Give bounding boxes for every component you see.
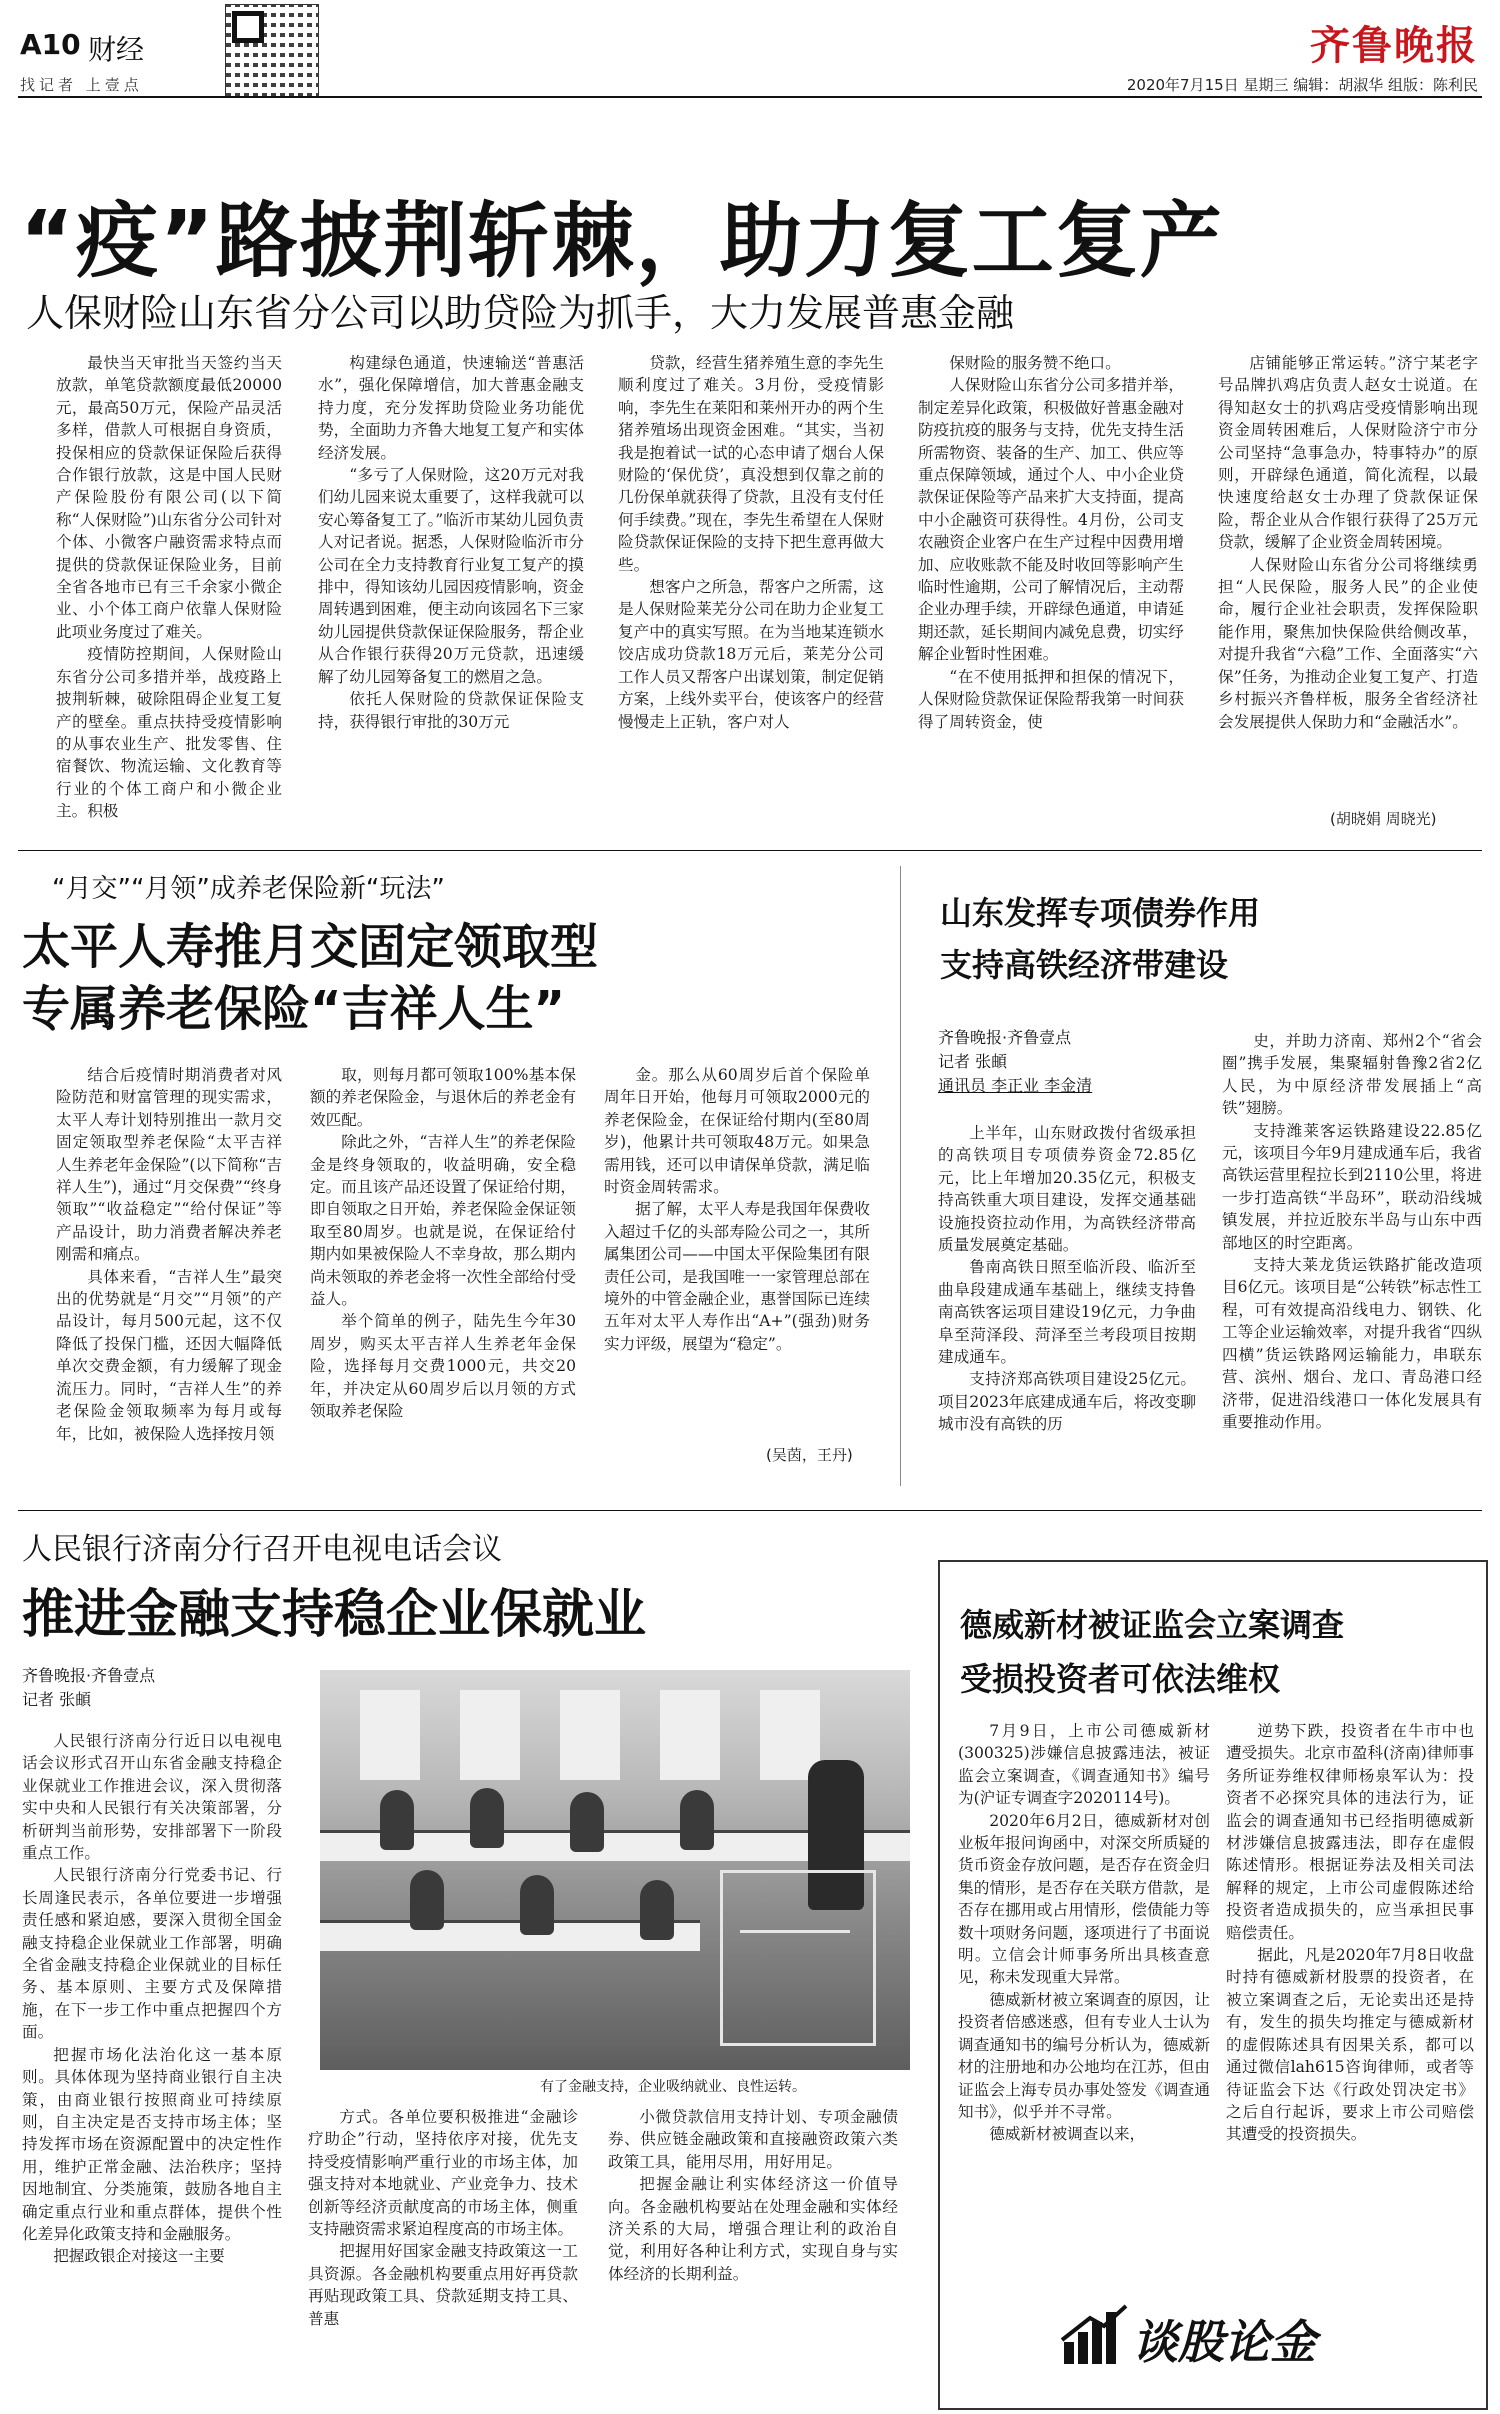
dewei-title-line1: 德威新材被证监会立案调查 <box>960 1606 1345 1644</box>
paragraph: 依托人保财险的贷款保证保险支持，获得银行审批的30万元 <box>318 690 584 731</box>
paragraph: 店铺能够正常运转。”济宁某老字号品牌扒鸡店负责人赵女士说道。在得知赵女士的扒鸡店受疫情影响出现资金周转困难后，人保财险济宁市分公司坚持“急事急办，特事特办”的原则，开辟绿色通道，简化流程，以最快速度给赵女士办理了贷款保证保险，帮企业从合作银行获得了25万元贷款，缓解了企业资金周转困境。 <box>1218 354 1478 552</box>
paragraph: 具体来看，“吉祥人生”最突出的优势就是“月交”“月领”的产品设计，每月500元起，这不仅降低了投保门槛，还因大幅降低单次交费金额，有力缓解了现金流压力。同时，“吉祥人生”的养老保险金领取频率为每月或每年，比如，被保险人选择按月领 <box>56 1267 282 1443</box>
photo-worker <box>520 1875 554 1935</box>
bond-column-1 <box>938 1122 1196 1502</box>
paragraph: 举个简单的例子，陆先生今年30周岁，购买太平吉祥人生养老年金保险，选择每月交费1000元，共交20年，并决定从60周岁后以月领的方式领取养老保险 <box>310 1312 576 1421</box>
byline-line: 齐鲁晚报·齐鲁壹点 <box>938 1028 1072 1047</box>
paragraph: “在不使用抵押和担保的情况下，人保财险贷款保证保险帮我第一时间获得了周转资金，使 <box>918 667 1184 731</box>
paragraph: 人保财险山东省分公司将继续勇担“人民保险，服务人民”的企业使命，履行企业社会职责，发挥保险职能作用，聚焦加快保险供给侧改革，对提升我省“六稳”工作、全面落实“六保”任务，为推动企业复工复产、打造乡村振兴齐鲁样板，服务全省经济社会发展提供人保助力和“金融活水”。 <box>1218 555 1478 731</box>
byline-line: 记者 张頔 <box>22 1690 92 1709</box>
paragraph: 支持济郑高铁项目建设25亿元。项目2023年底建成通车后，将改变聊城市没有高铁的历 <box>938 1370 1196 1434</box>
pboc-byline <box>22 1664 222 1712</box>
photo-worker <box>410 1870 444 1930</box>
dateline: 2020年7月15日 星期三 编辑：胡淑华 组版：陈利民 <box>1126 76 1478 94</box>
paragraph: 金。那么从60周岁后首个保险单周年日开始，他每月可领取2000元的养老保险金，在保证给付期内(至80周岁)，他累计共可领取48万元。如果急需用钱，还可以申请保单贷款，满足临时资金周转需求。 <box>604 1066 870 1197</box>
photo-cart-shelf <box>740 1930 850 1933</box>
byline-line: 记者 张頔 <box>938 1052 1008 1071</box>
bond-title-line2: 支持高铁经济带建设 <box>940 946 1229 984</box>
column-logo-text: 谈股论金 <box>1132 2315 1316 2369</box>
factory-photo <box>320 1670 910 2070</box>
section-divider <box>18 1510 1482 1511</box>
photo-worker <box>470 1788 504 1848</box>
photo-worker <box>380 1790 414 1850</box>
bond-byline <box>938 1026 1178 1098</box>
column-divider <box>900 866 901 1486</box>
paragraph: 最快当天审批当天签约当天放款，单笔贷款额度最低20000元，最高50万元，保险产品灵活多样，借款人可根据自身资质，投保相应的贷款保证保险后获得合作银行放款，这是中国人民财产保险股份有限公司(以下简称“人保财险”)山东省分公司针对个体、小微客户融资需求特点而提供的贷款保证保险业务，目前全省各地市已有三千余家小微企业、小个体工商户依靠人保财险此项业务度过了难关。 <box>56 354 282 641</box>
dewei-column-1 <box>958 1720 1210 2280</box>
lead-column-4 <box>918 352 1184 830</box>
pboc-kicker: 人民银行济南分行召开电视电话会议 <box>22 1532 502 1567</box>
taiping-title-line2: 专属养老保险“吉祥人生” <box>22 981 566 1037</box>
paragraph: 想客户之所急，帮客户之所需，这是人保财险莱芜分公司在助力企业复工复产中的真实写照。在为当地某连锁水饺店成功贷款18万元后，莱芜分公司工作人员又帮客户出谋划策，制定促销方案，上线外卖平台，使该客户的经营慢慢走上正轨，客户对人 <box>618 578 884 731</box>
pboc-column-3 <box>608 2106 898 2396</box>
photo-window <box>560 1690 620 1780</box>
section-divider <box>18 850 1482 851</box>
taiping-kicker: “月交”“月领”成养老保险新“玩法” <box>52 874 445 904</box>
taiping-column-1 <box>56 1064 282 1484</box>
photo-worker <box>640 1880 674 1940</box>
bond-title-line1: 山东发挥专项债券作用 <box>940 894 1261 932</box>
photo-cart <box>720 1870 876 2046</box>
page-number: A10 <box>20 28 81 61</box>
column-logo <box>1060 2300 1360 2370</box>
paragraph: 德威新材被调查以来， <box>989 2125 1146 2144</box>
taiping-column-2 <box>310 1064 576 1484</box>
paragraph: 支持大莱龙货运铁路扩能改造项目6亿元。该项目是“公转铁”标志性工程，可有效提高沿线电力、钢铁、化工等企业运输效率，对提升我省“四纵四横”货运铁路网运输能力，串联东营、滨州、烟台、龙口、青岛港口经济带，促进沿线港口一体化发展具有重要推动作用。 <box>1222 1256 1482 1431</box>
paragraph: 支持潍莱客运铁路建设22.85亿元，该项目今年9月建成通车后，我省高铁运营里程拉长到2110公里，将进一步打造高铁“半岛环”，联动沿线城镇发展，并拉近胶东半岛与山东中西部地区的时空距离。 <box>1222 1121 1482 1252</box>
paragraph: 7月9日，上市公司德威新材(300325)涉嫌信息披露违法，被证监会立案调查，《调查通知书》编号为(沪证专调查字2020114号)。 <box>958 1722 1210 1808</box>
pboc-column-2 <box>308 2106 578 2396</box>
newspaper-brand: 齐鲁晚报 <box>1310 23 1478 69</box>
paragraph: 保财险的服务赞不绝口。 <box>949 354 1121 372</box>
bond-column-2 <box>1222 1030 1482 1506</box>
dewei-title-line2: 受损投资者可依法维权 <box>960 1660 1281 1698</box>
paragraph: 人民银行济南分行近日以电视电话会议形式召开山东省金融支持稳企业保就业工作推进会议，深入贯彻落实中央和人民银行有关决策部署，分析研判当前形势，安排部署下一阶段重点工作。 <box>22 1732 282 1863</box>
paragraph: 逆势下跌，投资者在牛市中也遭受损失。北京市盈科(济南)律师事务所证券维权律师杨泉军认为：投资者不必探究具体的违法行为，证监会的调查通知书已经指明德威新材涉嫌信息披露违法，即存在虚假陈述情形。根据证券法及相关司法解释的规定，上市公司虚假陈述给投资者造成损失的，应当承担民事赔偿责任。 <box>1226 1722 1474 1942</box>
pboc-column-1 <box>22 1730 282 2400</box>
paragraph: 把握市场化法治化这一基本原则。具体体现为坚持商业银行自主决策，由商业银行按照商业可持续原则，自主决定是否支持市场主体；坚持发挥市场在资源配置中的决定性作用，维护正常金融、法治秩序；坚持因地制宜、分类施策，鼓励各地自主确定重点行业和重点群体，提供个性化差异化政策支持和金融服务。 <box>22 2045 282 2243</box>
paragraph: 把握政银企对接这一主要 <box>53 2247 225 2266</box>
lead-subheadline: 人保财险山东省分公司以助贷险为抓手，大力发展普惠金融 <box>26 291 1015 335</box>
taiping-column-3 <box>604 1064 870 1454</box>
lead-author: (胡晓娟 周晓光) <box>1330 810 1437 828</box>
paragraph: 2020年6月2日，德威新材对创业板年报问询函中，对深交所质疑的货币资金存放问题，是否存在资金归集的情形，是否存在关联方借款，是否存在挪用或占用情形，偿债能力等数十项财务问题，逐项进行了书面说明。立信会计师事务所出具核查意见，称未发现重大异常。 <box>958 1811 1210 1987</box>
photo-caption: 有了金融支持，企业吸纳就业、良性运转。 <box>540 2079 806 2095</box>
lead-column-5 <box>1218 352 1478 806</box>
paragraph: 把握金融让利实体经济这一价值导向。各金融机构要站在处理金融和实体经济关系的大局，增强合理让利的政治自觉，利用好各种让利方式，实现自身与实体经济的长期利益。 <box>608 2175 898 2283</box>
photo-window <box>460 1690 520 1780</box>
paragraph: 除此之外，“吉祥人生”的养老保险金是终身领取的，收益明确，安全稳定。而且该产品还设置了保证给付期，即自领取之日开始，养老保险金保证领取至80周岁。也就是说，在保证给付期内如果被保险人不幸身故，那么期内尚未领取的养老金将一次性全部给付受益人。 <box>310 1133 576 1309</box>
paragraph: 据了解，太平人寿是我国年保费收入超过千亿的头部寿险公司之一，其所属集团公司——中国太平保险集团有限责任公司，是我国唯一一家管理总部在境外的中管金融企业，惠誉国际已连续五年对太平人寿作出“A+”(强劲)财务实力评级，展望为“稳定”。 <box>604 1200 870 1353</box>
photo-worker <box>570 1792 604 1852</box>
section-name: 财经 <box>88 33 145 66</box>
paragraph: 人保财险山东省分公司多措并举，制定差异化政策，积极做好普惠金融对防疫抗疫的服务与支持，优先支持生活所需物资、装备的生产、加工、供应等重点保障领域，通过个人、中小企业贷款保证保险等产品来扩大支持面，提高中小企融资可获得性。4月份，公司支农融资企业客户在生产过程中因费用增加、应收账款不能及时收回等影响产生临时性逾期，公司了解情况后，主动帮企业办理手续，开辟绿色通道，申请延期还款，延长期间内减免息费，切实纾解企业暂时性困难。 <box>918 376 1184 664</box>
photo-window <box>660 1690 720 1780</box>
paragraph: 小微贷款信用支持计划、专项金融债券、供应链金融政策和直接融资政策六类政策工具，能用尽用，用好用足。 <box>608 2108 898 2171</box>
paragraph: 德威新材被立案调查的原因，让投资者倍感迷惑，但有专业人士认为调查通知书的编号分析认为，德威新材的注册地和办公地均在江苏，但由证监会上海专员办事处签发《调查通知书》，似乎并不寻常。 <box>958 1990 1210 2121</box>
paragraph: 史，并助力济南、郑州2个“省会圈”携手发展，集聚辐射鲁豫2省2亿人民，为中原经济带发展插上“高铁”翅膀。 <box>1222 1032 1482 1118</box>
rising-chart-icon <box>1060 2302 1130 2368</box>
taiping-title-line1: 太平人寿推月交固定领取型 <box>22 919 599 975</box>
lead-column-1 <box>56 352 282 830</box>
section-slogan: 找记者 上壹点 <box>20 76 143 94</box>
paragraph: 构建绿色通道，快速输送“普惠活水”，强化保障增信，加大普惠金融支持力度，充分发挥助贷险业务功能优势，全面助力齐鲁大地复工复产和实体经济发展。 <box>318 354 584 462</box>
paragraph: 鲁南高铁日照至临沂段、临沂至曲阜段建成通车基础上，继续支持鲁南高铁客运项目建设19亿元，力争曲阜至菏泽段、菏泽至兰考段项目按期建成通车。 <box>938 1258 1196 1367</box>
paragraph: 贷款，经营生猪养殖生意的李先生顺利度过了难关。3月份，受疫情影响，李先生在莱阳和莱州开办的两个生猪养殖场出现资金困难。“其实，当初我是抱着试一试的心态申请了烟台人保财险的‘保优贷’，真没想到仅靠之前的几份保单就获得了贷款，且没有支付任何手续费。”现在，李先生希望在人保财险贷款保证保险的支持下把生意再做大些。 <box>618 354 884 574</box>
paragraph: 方式。各单位要积极推进“金融诊疗助企”行动，坚持依序对接，优先支持受疫情影响严重行业的市场主体，加强支持对本地就业、产业竞争力、技术创新等经济贡献度高的市场主体，侧重支持融资需求紧迫程度高的市场主体。 <box>308 2108 578 2239</box>
taiping-author: (吴茵，王丹) <box>766 1446 853 1464</box>
paragraph: 上半年，山东财政拨付省级承担的高铁项目专项债券资金72.85亿元，比上年增加20.35亿元，积极支持高铁重大项目建设，发挥交通基础设施投资拉动作用，为高铁经济带高质量发展奠定基础。 <box>938 1124 1196 1255</box>
dewei-column-2 <box>1226 1720 1474 2310</box>
byline-line: 通讯员 李正业 李金清 <box>938 1076 1093 1095</box>
byline-line: 齐鲁晚报·齐鲁壹点 <box>22 1666 156 1685</box>
paragraph: 取，则每月都可领取100%基本保额的养老保险金，与退休后的养老金有效匹配。 <box>310 1066 576 1129</box>
paragraph: 结合后疫情时期消费者对风险防范和财富管理的现实需求，太平人寿计划特别推出一款月交固定领取型养老保险“太平吉祥人生养老年金保险”(以下简称“吉祥人生”)，通过“月交保费”“终身领取”“收益稳定”“给付保证”等产品设计，助力消费者解决养老刚需和痛点。 <box>56 1066 282 1264</box>
paragraph: 把握用好国家金融支持政策这一工具资源。各金融机构要重点用好再贷款再贴现政策工具、贷款延期支持工具、普惠 <box>308 2242 578 2328</box>
lead-headline: “疫”路披荆斩棘，助力复工复产 <box>20 194 1224 289</box>
lead-column-3 <box>618 352 884 830</box>
qr-code-icon[interactable] <box>225 4 319 98</box>
paragraph: “多亏了人保财险，这20万元对我们幼儿园来说太重要了，这样我就可以安心筹备复工了。”临沂市某幼儿园负责人对记者说。据悉，人保财险临沂市分公司在全力支持教育行业复工复产的摸排中，得知该幼儿园因疫情影响，资金周转遇到困难，便主动向该园名下三家幼儿园提供贷款保证保险服务，帮企业从合作银行获得20万元贷款，迅速缓解了幼儿园筹备复工的燃眉之急。 <box>318 466 584 686</box>
paragraph: 人民银行济南分行党委书记、行长周逢民表示，各单位要进一步增强责任感和紧迫感，要深入贯彻全国金融支持稳企业保就业工作部署，明确全省金融支持稳企业保就业的目标任务、基本原则、主要方式及保障措施，在下一步工作中重点把握四个方面。 <box>22 1866 282 2042</box>
photo-window <box>360 1690 420 1780</box>
paragraph: 疫情防控期间，人保财险山东省分公司多措并举，战疫路上披荆斩棘，破除阻碍企业复工复产的壁垒。重点扶持受疫情影响的从事农业生产、批发零售、住宿餐饮、物流运输、文化教育等行业的个体工商户和小微企业主。积极 <box>56 645 282 821</box>
photo-worker <box>680 1790 714 1850</box>
lead-column-2 <box>318 352 584 830</box>
paragraph: 据此，凡是2020年7月8日收盘时持有德威新材股票的投资者，在被立案调查之后，无论卖出还是持有，发生的损失均推定与德威新材的虚假陈述具有因果关系，都可以通过微信lah615咨询律师，或者等待证监会下达《行政处罚决定书》之后自行起诉，要求上市公司赔偿其遭受的投资损失。 <box>1226 1946 1474 2144</box>
header-rule <box>18 96 1482 98</box>
pboc-title: 推进金融支持稳企业保就业 <box>22 1585 647 1645</box>
